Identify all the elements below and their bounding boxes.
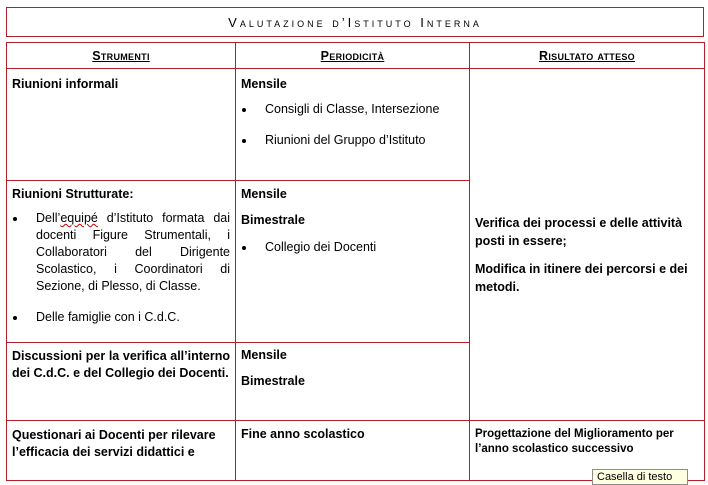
periodo-label: Bimestrale (241, 374, 305, 388)
title-box (6, 7, 704, 37)
evaluation-table (6, 42, 705, 481)
text-span: Dell’ (36, 211, 61, 225)
periodo-label: Mensile (241, 77, 287, 91)
list-item: Collegio dei Docenti (241, 239, 464, 256)
periodo-cell (236, 181, 470, 343)
risultato-p2: Modifica in itinere dei percorsi e dei metodi. (475, 261, 688, 294)
strumento-label: Riunioni informali (12, 77, 119, 91)
list-item: Riunioni del Gruppo d’Istituto (241, 132, 464, 149)
strumento-cell (7, 421, 236, 481)
text-span: d’Istituto formata dai docenti Figure Strumentali, i Collaboratori del Dirigente Scolastico, i Coordinatori di Sezione, di Plesso, di Classe. (36, 211, 230, 293)
strumento-label: Discussioni per la verifica all’interno dei C.d.C. e del Collegio dei Docenti. (12, 349, 230, 380)
periodo-label: Bimestrale (241, 213, 305, 227)
document-title: Valutazione d’Istituto Interna (228, 14, 482, 30)
strumento-label: Questionari ai Docenti per rilevare l’efficacia dei servizi didattici e (12, 428, 216, 459)
strumento-cell (7, 69, 236, 181)
list-item (12, 210, 230, 295)
header-periodicita: Periodicità (236, 43, 470, 69)
periodo-cell (236, 421, 470, 481)
header-risultato: Risultato atteso (470, 43, 705, 69)
header-strumenti: Strumenti (7, 43, 236, 69)
spellcheck-word: equipé (60, 211, 98, 225)
strumento-label: Riunioni Strutturate: (12, 187, 134, 201)
header-row (7, 43, 705, 69)
bullet-list (241, 101, 464, 149)
periodo-label: Fine anno scolastico (241, 427, 365, 441)
table-row (7, 69, 705, 181)
list-item: Consigli di Classe, Intersezione (241, 101, 464, 118)
strumento-cell (7, 181, 236, 343)
periodo-cell (236, 69, 470, 181)
risultato-label: Progettazione del Miglioramento per l’anno scolastico successivo (475, 428, 674, 455)
tooltip: Casella di testo (592, 469, 688, 485)
bullet-list (12, 210, 230, 326)
risultato-p1: Verifica dei processi e delle attività posti in essere; (475, 215, 683, 248)
risultato-cell (470, 69, 705, 421)
periodo-cell (236, 343, 470, 421)
strumento-cell (7, 343, 236, 421)
periodo-label: Mensile (241, 348, 287, 362)
bullet-list (241, 239, 464, 256)
list-item: Delle famiglie con i C.d.C. (12, 309, 230, 326)
periodo-label: Mensile (241, 187, 287, 201)
